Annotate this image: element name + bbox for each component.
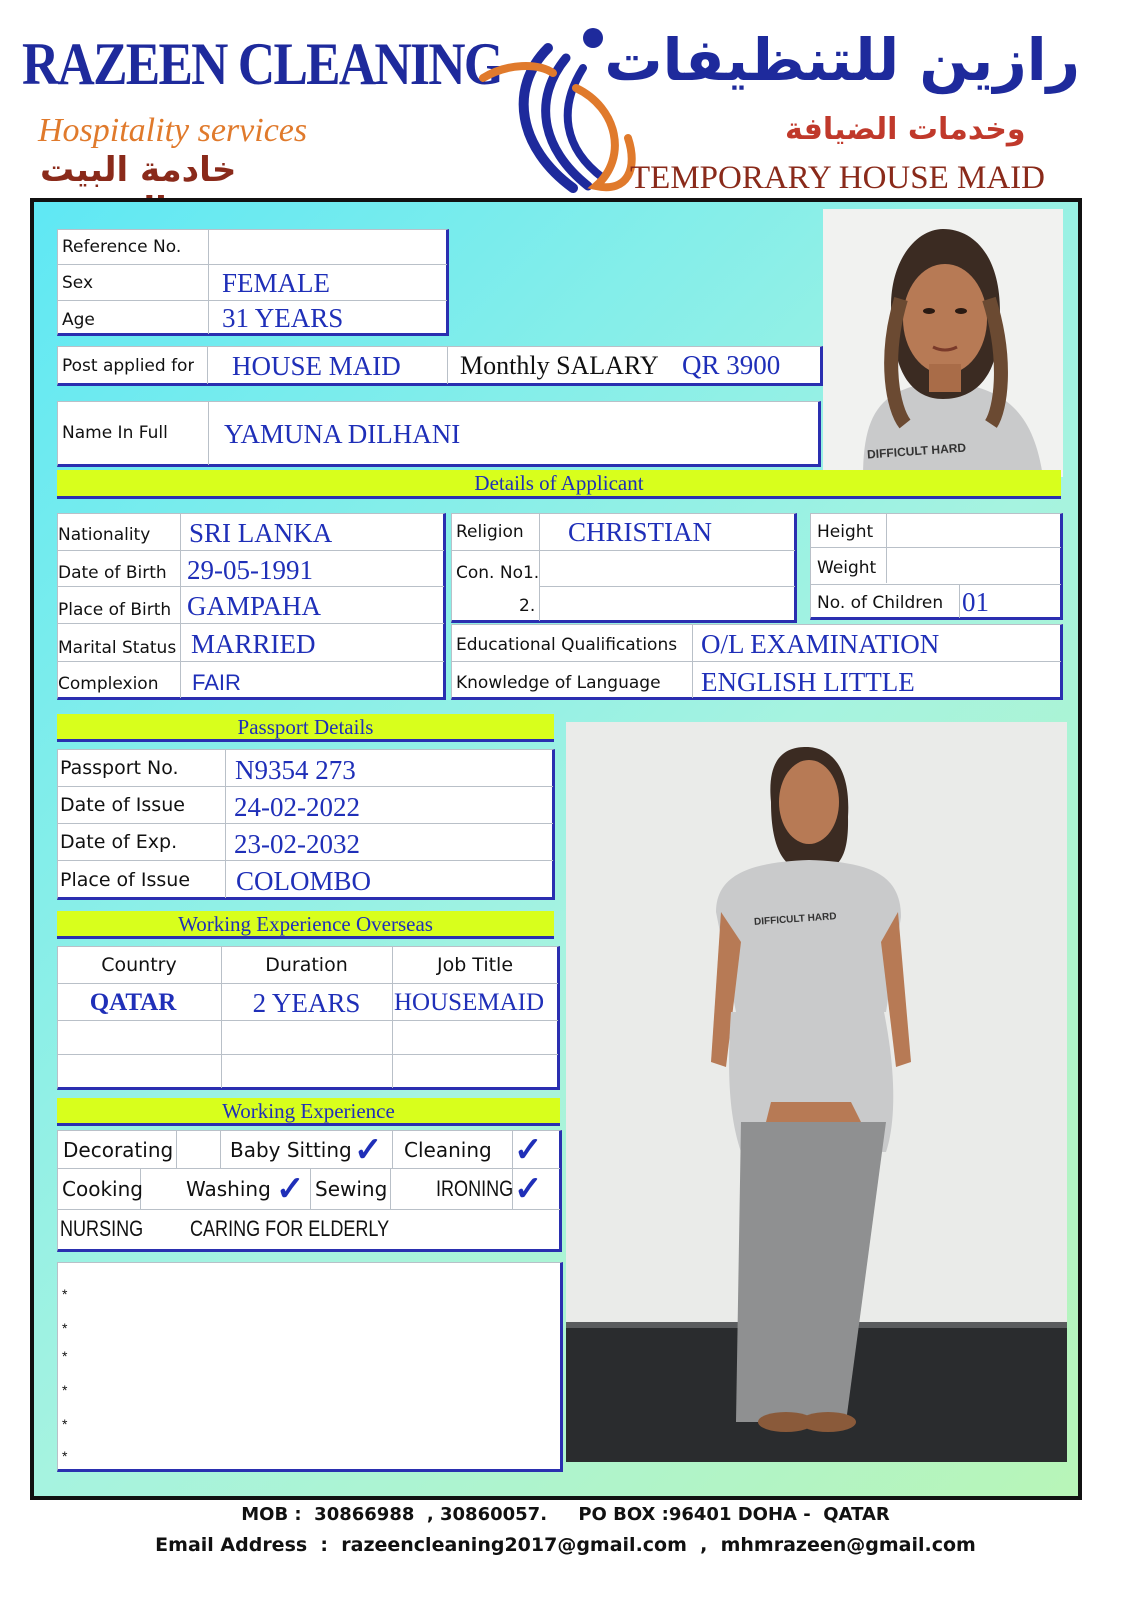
skill-nursing: NURSING [60, 1216, 144, 1241]
height-label: Height [817, 522, 874, 542]
marital-label: Marital Status [58, 638, 177, 658]
salary-value: QR 3900 [682, 349, 781, 380]
overseas-section-title: Working Experience Overseas [57, 911, 554, 939]
overseas-row1-duration: 2 YEARS [252, 987, 361, 1018]
age-value: 31 YEARS [222, 302, 344, 333]
nationality-label: Nationality [58, 525, 151, 545]
notes-box [57, 1262, 563, 1472]
skill-cooking: Cooking [62, 1177, 143, 1201]
footer-email-line: Email Address : razeencleaning2017@gmail.com , mhmrazeen@gmail.com [155, 1534, 976, 1556]
passport-place-label: Place of Issue [60, 869, 191, 891]
passport-exp-label: Date of Exp. [60, 831, 178, 853]
education-value: O/L EXAMINATION [701, 628, 940, 659]
passport-no-value: N9354 273 [235, 754, 356, 785]
details-section-title: Details of Applicant [57, 470, 1061, 499]
portrait-illustration [823, 209, 1063, 477]
religion-value: CHRISTIAN [568, 516, 713, 547]
note-item: * [62, 1448, 68, 1464]
marital-value: MARRIED [191, 628, 316, 659]
post-value: HOUSE MAID [232, 350, 401, 381]
experience-section-title: Working Experience [57, 1098, 560, 1126]
note-item: * [62, 1348, 68, 1364]
applicant-full-body-photo [566, 722, 1067, 1462]
skill-washing: Washing [186, 1177, 271, 1201]
overseas-header-job: Job Title [436, 954, 514, 976]
note-item: * [62, 1286, 68, 1302]
washing-check-icon: ✓ [276, 1170, 305, 1208]
overseas-row1-job: HOUSEMAID [394, 989, 544, 1016]
applicant-portrait-photo [823, 209, 1063, 477]
salary-label: Monthly SALARY [460, 351, 659, 380]
sex-value: FEMALE [222, 267, 330, 298]
overseas-header-country: Country [101, 954, 177, 976]
tagline-ar: وخدمات الضيافة [785, 112, 1026, 147]
tagline2-ar: خادمة البيت [40, 150, 237, 190]
religion-label: Religion [456, 522, 524, 542]
language-label: Knowledge of Language [456, 673, 661, 693]
note-item: * [62, 1416, 68, 1432]
tagline-en: Hospitality services [38, 112, 308, 149]
reference-label: Reference No. [62, 237, 182, 257]
company-name-en: RAZEEN CLEANING [22, 31, 503, 97]
post-label: Post applied for [62, 356, 195, 376]
full-body-shirt-text: DIFFICULT HARD [753, 911, 837, 928]
skill-caring-elderly: CARING FOR ELDERLY [190, 1216, 390, 1241]
passport-exp-value: 23-02-2032 [234, 828, 360, 859]
portrait-shirt-text: DIFFICULT HARD [866, 440, 967, 462]
full-name-label: Name In Full [62, 423, 168, 443]
skill-ironing: IRONING [436, 1176, 514, 1201]
note-item: * [62, 1320, 68, 1336]
pob-label: Place of Birth [58, 600, 172, 620]
dob-value: 29-05-1991 [187, 554, 313, 585]
overseas-header-duration: Duration [265, 954, 348, 976]
contact2-label: 2. [519, 596, 536, 616]
nationality-value: SRI LANKA [189, 517, 333, 548]
passport-place-value: COLOMBO [236, 865, 372, 896]
document-title: TEMPORARY HOUSE MAID [630, 160, 1045, 196]
footer-contact-line: MOB : 30866988 , 30860057. PO BOX :96401 DOHA - QATAR [241, 1504, 890, 1525]
baby-sitting-check-icon: ✓ [354, 1131, 383, 1169]
skill-decorating: Decorating [63, 1138, 174, 1162]
overseas-row1-country: QATAR [89, 989, 177, 1016]
full-name-value: YAMUNA DILHANI [224, 418, 461, 449]
contact1-label: Con. No1. [456, 563, 540, 583]
skill-baby-sitting: Baby Sitting [230, 1138, 352, 1162]
skill-cleaning: Cleaning [404, 1138, 492, 1162]
education-label: Educational Qualifications [456, 635, 678, 655]
pob-value: GAMPAHA [187, 590, 322, 621]
passport-issue-value: 24-02-2022 [234, 791, 360, 822]
children-label: No. of Children [817, 593, 944, 613]
full-body-illustration [566, 722, 1067, 1462]
company-name-ar: رازين للتنظيفات [604, 26, 1080, 94]
weight-label: Weight [817, 558, 877, 578]
skill-sewing: Sewing [315, 1177, 388, 1201]
cleaning-check-icon: ✓ [514, 1131, 543, 1169]
passport-issue-label: Date of Issue [60, 794, 185, 816]
age-label: Age [62, 310, 95, 330]
language-value: ENGLISH LITTLE [701, 666, 915, 697]
sex-label: Sex [62, 273, 94, 293]
dob-label: Date of Birth [58, 563, 167, 583]
children-value: 01 [962, 586, 989, 617]
note-item: * [62, 1382, 68, 1398]
passport-no-label: Passport No. [60, 757, 179, 779]
passport-section-title: Passport Details [57, 714, 554, 742]
ironing-check-icon: ✓ [514, 1170, 543, 1208]
complexion-label: Complexion [58, 674, 159, 694]
complexion-value: FAIR [192, 670, 241, 695]
